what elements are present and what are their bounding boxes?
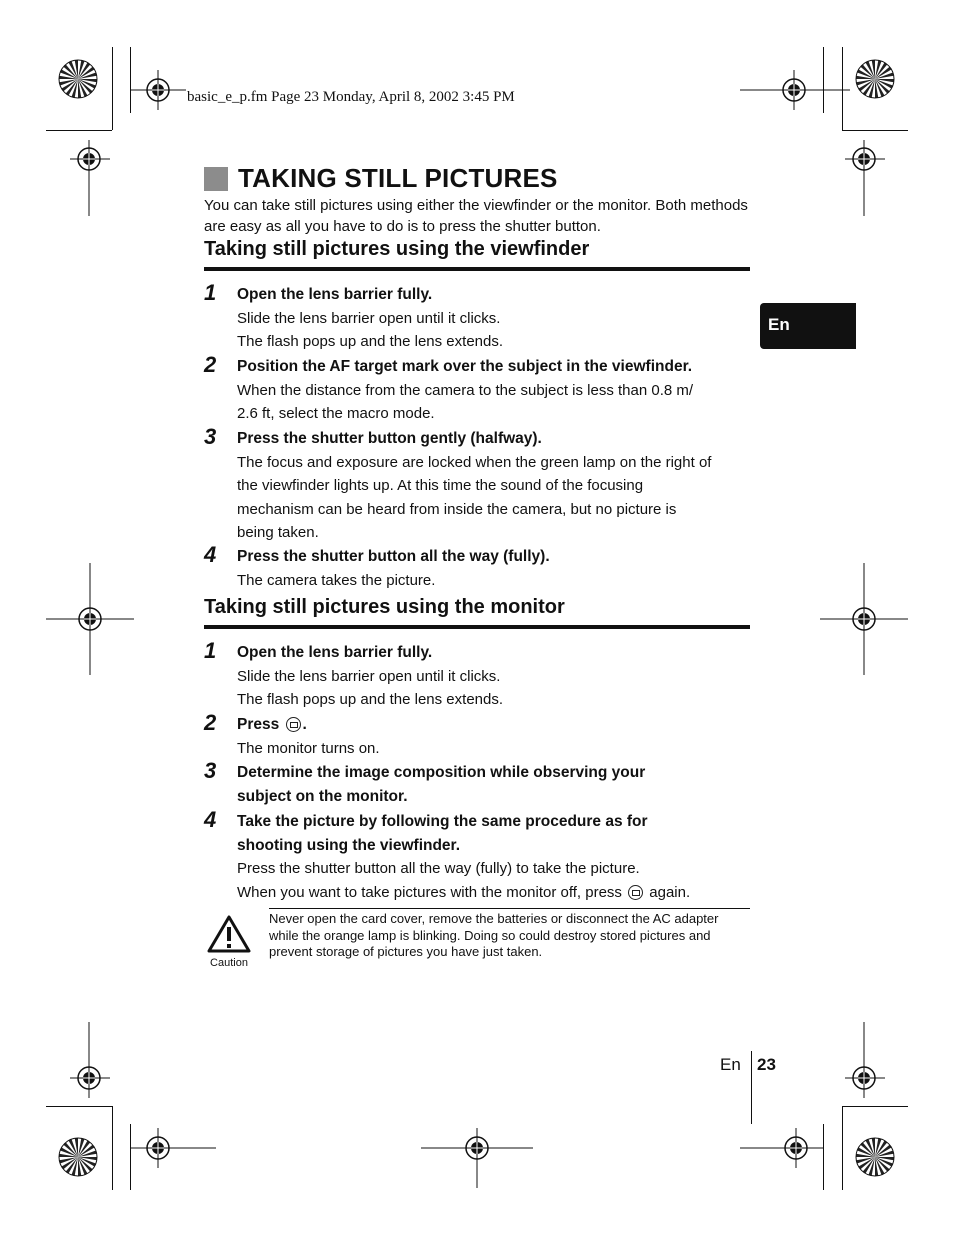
crosshair-registration-icon [70,1022,110,1098]
step-desc [237,881,756,905]
step-desc-suffix: again. [649,883,691,901]
monitor-step-3 [204,758,756,808]
step-number: 3 [204,758,217,783]
viewfinder-step-2 [204,352,756,426]
step-title: Determine the image composition while observing your [237,764,646,781]
crosshair-registration-icon [130,70,186,110]
crosshair-registration-icon [740,70,850,110]
step-number: 2 [204,710,217,735]
viewfinder-step-3 [204,424,756,545]
step-title [237,713,756,737]
crop-line [112,1106,113,1190]
step-desc: The flash pops up and the lens extends. [237,333,504,350]
step-desc: being taken. [237,524,319,541]
section-title [204,163,558,194]
step-title: Press the shutter button gently (halfway). [237,430,542,447]
caution-note [204,908,750,969]
page-number: 23 [757,1055,776,1074]
step-desc: Slide the lens barrier open until it clicks. [237,309,501,327]
crosshair-registration-icon [820,563,908,675]
viewfinder-heading: Taking still pictures using the viewfinder [204,238,750,271]
step-title: Position the AF target mark over the subject in the viewfinder. [237,358,693,375]
step-desc: mechanism can be heard from inside the camera, but no picture is [237,500,677,518]
step-title-prefix: Press [237,716,280,733]
footer-divider [751,1051,752,1124]
crop-line [46,1106,112,1107]
monitor-button-icon [286,717,301,732]
crosshair-registration-icon [845,1022,885,1098]
step-number: 1 [204,280,217,305]
crop-line [842,1106,843,1190]
monitor-heading: Taking still pictures using the monitor [204,596,750,629]
starburst-target-icon [855,1137,895,1177]
crosshair-registration-icon [740,1128,824,1168]
footer-language: En [720,1055,741,1074]
viewfinder-step-4 [204,542,756,592]
crosshair-registration-icon [421,1128,533,1188]
step-desc: The focus and exposure are locked when the green lamp on the right of [237,453,712,471]
step-desc: The camera takes the picture. [237,571,436,589]
crop-line [842,1106,908,1107]
step-title-suffix: . [302,716,307,733]
language-tab: En [760,303,856,349]
crosshair-registration-icon [46,563,134,675]
step-desc: Slide the lens barrier open until it clicks. [237,667,501,685]
step-number: 3 [204,424,217,449]
section-title-text: TAKING STILL PICTURES [238,163,558,193]
monitor-step-1 [204,638,756,712]
crosshair-registration-icon [70,140,110,216]
title-square-icon [204,167,228,191]
step-title: Take the picture by following the same procedure as for [237,813,648,830]
caution-block [204,914,254,969]
step-desc: 2.6 ft, select the macro mode. [237,405,435,422]
print-header: basic_e_p.fm Page 23 Monday, April 8, 2002 3:45 PM [187,89,515,105]
step-title: Open the lens barrier fully. [237,286,433,303]
crop-line [842,130,908,131]
step-desc: the viewfinder lights up. At this time the sound of the focusing [237,477,644,494]
step-number: 4 [204,807,217,832]
caution-label: Caution [210,957,248,969]
starburst-target-icon [58,59,98,99]
crosshair-registration-icon [130,1128,216,1168]
viewfinder-step-1 [204,280,756,354]
step-title: Open the lens barrier fully. [237,644,433,661]
crop-line [112,47,113,130]
crosshair-registration-icon [845,140,885,216]
starburst-target-icon [855,59,895,99]
step-desc: Press the shutter button all the way (fully) to take the picture. [237,860,640,877]
step-number: 4 [204,542,217,567]
warning-triangle-icon [206,914,252,954]
step-title: subject on the monitor. [237,787,408,805]
intro-paragraph: You can take still pictures using either the viewfinder or the monitor. Both methods are easy as all you have to do is to press the shutter button. [204,197,748,235]
monitor-button-icon [628,885,643,900]
step-title: Press the shutter button all the way (fully). [237,548,550,565]
monitor-step-4 [204,807,756,904]
crop-line [46,130,112,131]
step-number: 2 [204,352,217,377]
starburst-target-icon [58,1137,98,1177]
step-desc-prefix: When you want to take pictures with the monitor off, press [237,883,622,901]
monitor-step-2 [204,710,756,760]
caution-text: Never open the card cover, remove the batteries or disconnect the AC adapter while the orange lamp is blinking. Doing so could destroy stored pictures and prevent storage of pictures you have just taken. [269,908,750,961]
step-number: 1 [204,638,217,663]
step-desc: When the distance from the camera to the subject is less than 0.8 m/ [237,381,694,399]
step-desc: The monitor turns on. [237,739,380,757]
step-desc: The flash pops up and the lens extends. [237,691,504,708]
step-title: shooting using the viewfinder. [237,836,461,854]
